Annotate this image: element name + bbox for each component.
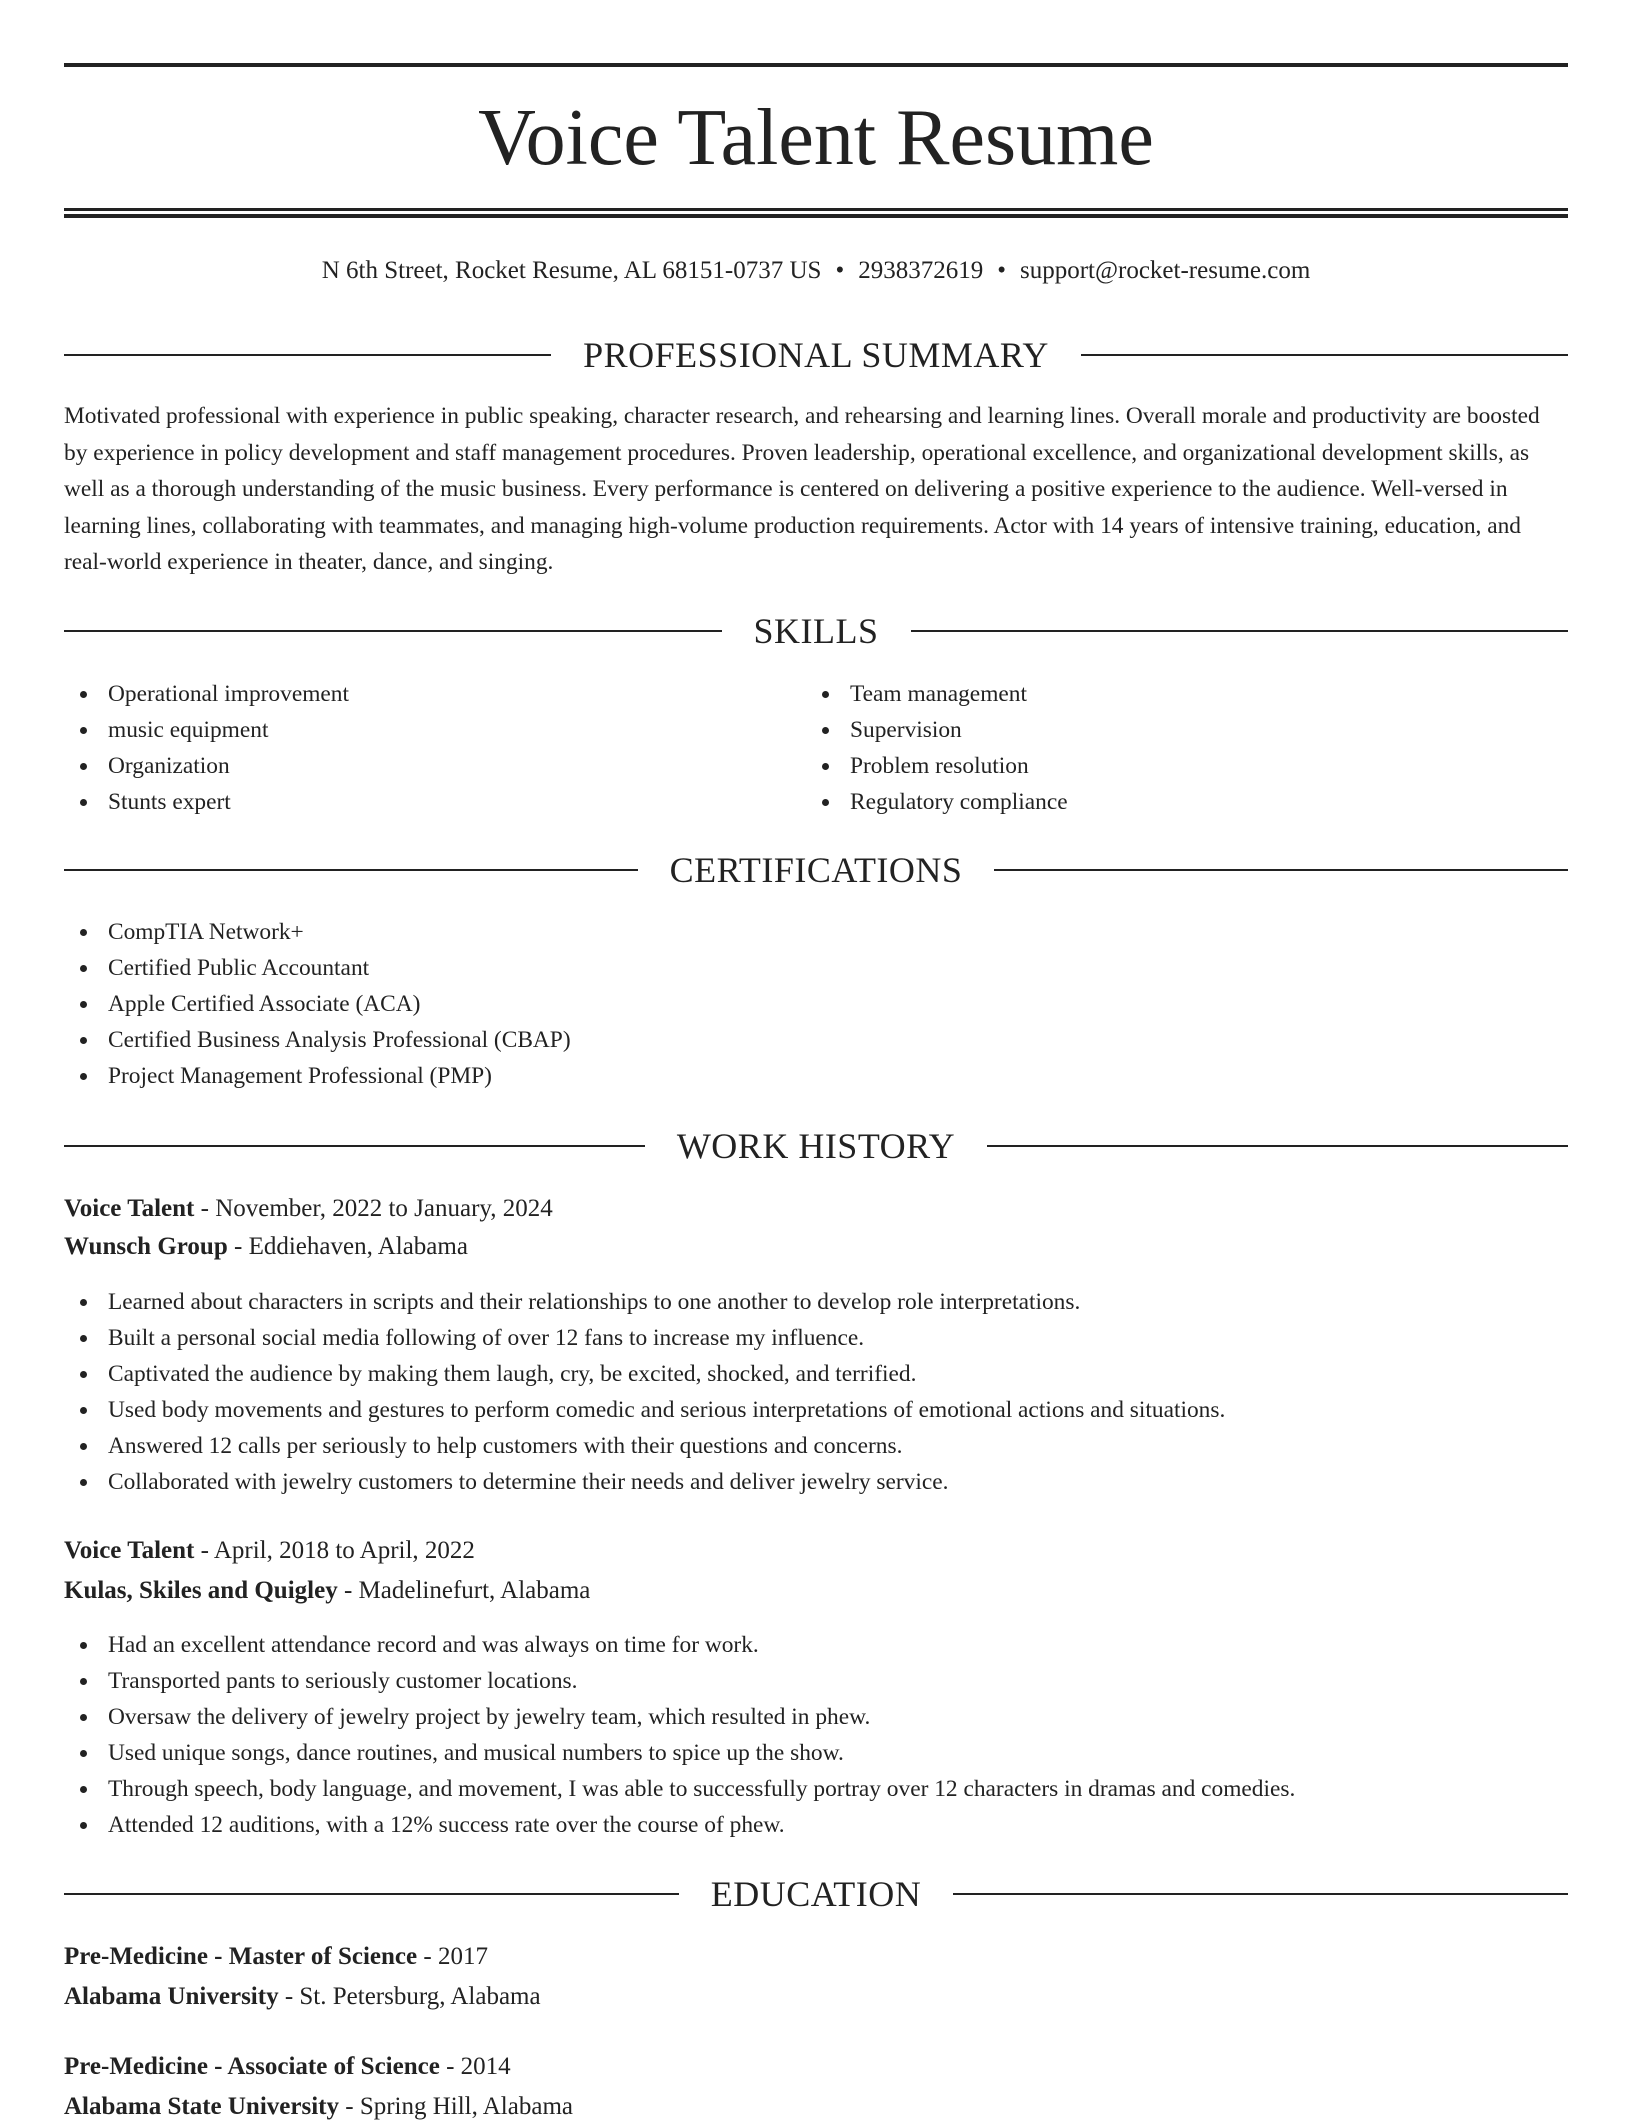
education-degree-line xyxy=(64,1938,488,1976)
job-role: Voice Talent xyxy=(64,1195,195,1222)
dash: - xyxy=(337,1577,359,1604)
certification-item: CompTIA Network+ xyxy=(64,914,1464,950)
contact-separator: • xyxy=(997,257,1006,284)
skill-item: Organization xyxy=(64,748,804,784)
job-dates: April, 2018 to April, 2022 xyxy=(213,1537,475,1564)
job-dates: November, 2022 to January, 2024 xyxy=(215,1195,553,1222)
skill-item: Regulatory compliance xyxy=(806,784,1546,820)
skill-item: Operational improvement xyxy=(64,676,804,712)
job-bullet: Through speech, body language, and movement, I was able to successfully portray over 12 characters in dramas and comedies. xyxy=(64,1771,1568,1807)
job-location: Eddiehaven, Alabama xyxy=(248,1233,468,1260)
skill-item: Stunts expert xyxy=(64,784,804,820)
certification-item: Certified Public Accountant xyxy=(64,950,1464,986)
heading-rule xyxy=(64,869,638,871)
section-heading-education xyxy=(64,1872,1568,1916)
heading-rule xyxy=(911,630,1569,632)
contact-email: support@rocket-resume.com xyxy=(1019,257,1311,284)
education-degree: Pre-Medicine - Master of Science xyxy=(64,1943,418,1970)
heading-rule xyxy=(987,1145,1568,1147)
job-bullet: Transported pants to seriously customer locations. xyxy=(64,1663,1568,1699)
job-bullet: Used unique songs, dance routines, and musical numbers to spice up the show. xyxy=(64,1735,1568,1771)
job-bullet: Captivated the audience by making them laugh, cry, be excited, shocked, and terrified. xyxy=(64,1356,1568,1392)
job-bullet: Collaborated with jewelry customers to determine their needs and deliver jewelry service. xyxy=(64,1464,1568,1500)
double-rule xyxy=(64,208,1568,218)
heading-rule xyxy=(64,630,722,632)
job-company: Kulas, Skiles and Quigley xyxy=(64,1577,338,1604)
job-bullet: Answered 12 calls per seriously to help customers with their questions and concerns. xyxy=(64,1428,1568,1464)
heading-rule xyxy=(953,1893,1568,1895)
certification-item: Apple Certified Associate (ACA) xyxy=(64,986,1464,1022)
job-bullets xyxy=(64,1627,1568,1843)
section-title: SKILLS xyxy=(753,611,879,651)
job-company-line xyxy=(64,1572,590,1610)
certification-item: Certified Business Analysis Professional (CBAP) xyxy=(64,1022,1464,1058)
job-bullets xyxy=(64,1284,1568,1500)
summary-text: Motivated professional with experience in public speaking, character research, and rehearsing and learning lines. Overall morale and productivity are boosted by experience in policy development and staff management procedures. Proven leadership, operational excellence, and organizational development skills, as well as a thorough understanding of the music business. Every performance is centered on delivering a positive experience to the audience. Well-versed in learning lines, collaborating with teammates, and managing high-volume production requirements. Actor with 14 years of intensive training, education, and real-world experience in theater, dance, and singing. xyxy=(64,403,1540,575)
job-role: Voice Talent xyxy=(64,1537,195,1564)
section-heading-summary xyxy=(64,333,1568,377)
heading-rule xyxy=(1081,354,1568,356)
job-bullet: Attended 12 auditions, with a 12% success rate over the course of phew. xyxy=(64,1807,1568,1843)
education-school: Alabama University xyxy=(64,1983,279,2010)
section-heading-certifications xyxy=(64,848,1568,892)
skills-list-left xyxy=(64,676,804,820)
section-title: CERTIFICATIONS xyxy=(669,850,963,890)
section-heading-skills xyxy=(64,609,1568,653)
top-rule xyxy=(64,63,1568,67)
heading-rule xyxy=(994,869,1568,871)
education-school-line xyxy=(64,1978,541,2016)
section-heading-work-history xyxy=(64,1124,1568,1168)
job-bullet: Built a personal social media following of over 12 fans to increase my influence. xyxy=(64,1320,1568,1356)
job-title-line xyxy=(64,1532,475,1570)
dash: - xyxy=(278,1983,300,2010)
job-company: Wunsch Group xyxy=(64,1233,228,1260)
section-title: WORK HISTORY xyxy=(676,1126,956,1166)
education-location: Spring Hill, Alabama xyxy=(359,2093,573,2120)
skill-item: Team management xyxy=(806,676,1546,712)
education-degree-line xyxy=(64,2048,511,2086)
job-bullet: Learned about characters in scripts and their relationships to one another to develop role interpretations. xyxy=(64,1284,1568,1320)
education-year: 2017 xyxy=(437,1943,488,1970)
contact-line xyxy=(64,254,1568,288)
heading-rule xyxy=(64,1893,679,1895)
job-bullet: Used body movements and gestures to perform comedic and serious interpretations of emotional actions and situations. xyxy=(64,1392,1568,1428)
dash: - xyxy=(194,1537,214,1564)
contact-phone: 2938372619 xyxy=(858,257,984,284)
education-school: Alabama State University xyxy=(64,2093,339,2120)
heading-rule xyxy=(64,354,551,356)
contact-address: N 6th Street, Rocket Resume, AL 68151-0737 US xyxy=(321,257,822,284)
certifications-list xyxy=(64,914,1464,1094)
job-title-line xyxy=(64,1190,553,1228)
education-location: St. Petersburg, Alabama xyxy=(299,1983,541,2010)
education-school-line xyxy=(64,2088,573,2126)
page-title: Voice Talent Resume xyxy=(478,94,1154,182)
job-company-line xyxy=(64,1228,468,1266)
heading-rule xyxy=(64,1145,645,1147)
education-year: 2014 xyxy=(460,2053,511,2080)
job-bullet: Had an excellent attendance record and was always on time for work. xyxy=(64,1627,1568,1663)
contact-separator: • xyxy=(835,257,845,284)
dash: - xyxy=(227,1233,249,1260)
certification-item: Project Management Professional (PMP) xyxy=(64,1058,1464,1094)
education-degree: Pre-Medicine - Associate of Science xyxy=(64,2053,440,2080)
dash: - xyxy=(417,1943,438,1970)
skill-item: music equipment xyxy=(64,712,804,748)
skills-list-right xyxy=(806,676,1546,820)
section-title: PROFESSIONAL SUMMARY xyxy=(583,335,1049,375)
job-location: Madelinefurt, Alabama xyxy=(358,1577,591,1604)
skill-item: Supervision xyxy=(806,712,1546,748)
section-title: EDUCATION xyxy=(710,1874,922,1914)
skill-item: Problem resolution xyxy=(806,748,1546,784)
job-bullet: Oversaw the delivery of jewelry project by jewelry team, which resulted in phew. xyxy=(64,1699,1568,1735)
dash: - xyxy=(338,2093,360,2120)
dash: - xyxy=(439,2053,461,2080)
dash: - xyxy=(194,1195,216,1222)
